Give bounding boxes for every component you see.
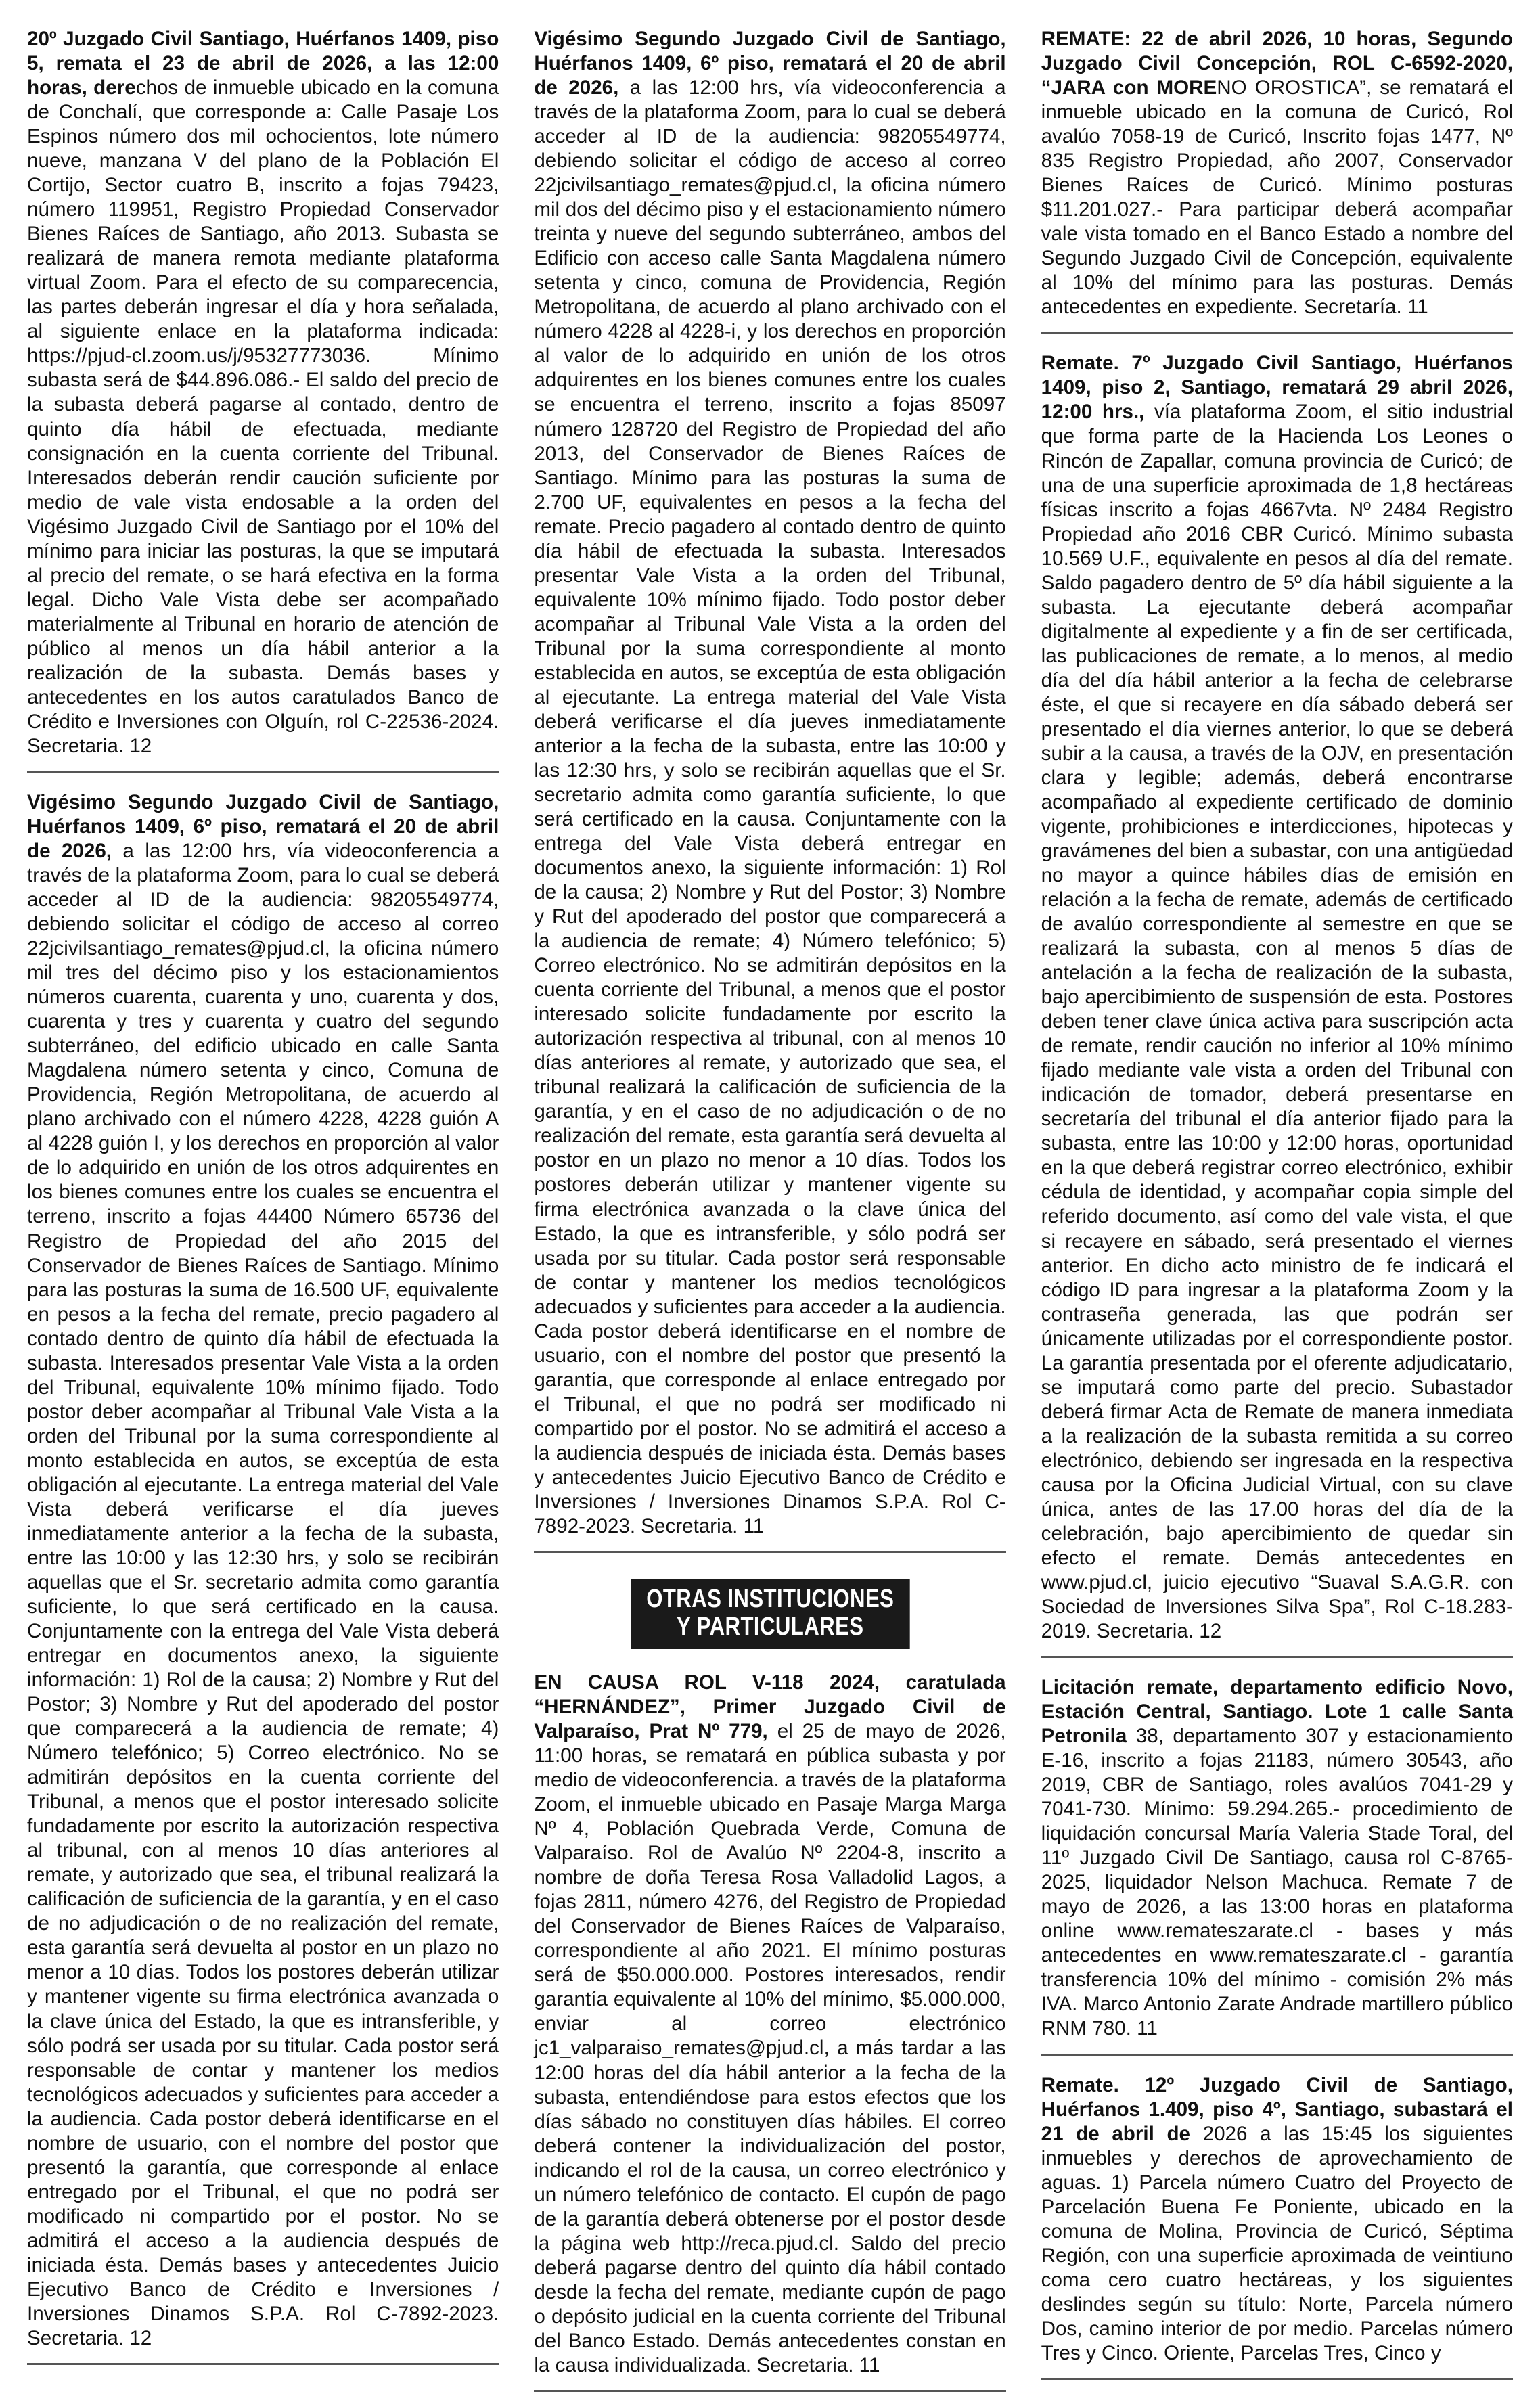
notice-body: 38, departamento 307 y estacionamiento E-16, inscrito a fojas 21183, número 30543, año 2019, CBR de Santiago, roles avalúos 7041-29 y 7041-730. Mínimo: 59.294.265.- procedimiento de liquidación concursal María Valeria Stade Toral, del 11º Juzgado Civil De Santiago, causa rol C-8765-2025, liquidador Nelson Machuca. Remate 7 de mayo de 2026, a las 13:00 horas en plataforma online www.remateszarate.cl - bases y más antecedentes en www.remateszarate.cl - garantía transferencia 10% del mínimo - comisión 2% más IVA. Marco Antonio Zarate Andrade martillero público RNM 780. 11 (1041, 1725, 1513, 2040)
section-heading-line: OTRAS INSTITUCIONES (646, 1584, 894, 1613)
notice-body: a las 12:00 hrs, vía videoconferencia a través de la plataforma Zoom, para lo cual se deberá acceder al ID de la audiencia: 98205549774, debiendo solicitar el código de acceso al correo 22jcivilsantiago_remates@pjud.cl, la oficina número mil tres del décimo piso y los estacionamientos números cuarenta, cuarenta y uno, cuarenta y dos, cuarenta y tres y cuarenta y cuatro del segundo subterráneo, del edificio ubicado en calle Santa Magdalena número setenta y cinco, Comuna de Providencia, Región Metropolitana, de acuerdo al plano archivado con el número 4228, 4228 guión A al 4228 guión I, y los derechos en proporción al valor de lo adquirido en unión de los otros adquirentes en los bienes comunes entre los cuales se encuentra el terreno, inscrito a fojas 44400 Número 65736 del Registro de Propiedad del año 2015 del Conservador de Bienes Raíces de Santiago. Mínimo para las posturas la suma de 16.500 UF, equivalente en pesos a la fecha del remate, precio pagadero al contado dentro de quinto día hábil de efectuada la subasta. Interesados presentar Vale Vista a la orden del Tribunal, equivalente 10% mínimo fijado. Todo postor deber acompañar al Tribunal Vale Vista a la orden del Tribunal por la suma correspondiente al monto establecida en autos, se exceptúa de esta obligación al ejecutante. La entrega material del Vale Vista deberá verificarse el día jueves inmediatamente anterior a la fecha de la subasta, entre las 10:00 y las 12:30 hrs, y solo se recibirán aquellas que el Sr. secretario admita como garantía suficiente, lo que será certificado en la causa. Conjuntamente con la entrega del Vale Vista deberá entregar en documentos anexo, la siguiente información: 1) Rol de la causa; 2) Nombre y Rut del Postor; 3) Nombre y Rut del apoderado del postor que comparecerá a la audiencia de remate; 4) Número telefónico; 5) Correo electrónico. No se admitirán depósitos en la cuenta corriente del Tribunal, a menos que el postor interesado solicite fundadamente por escrito la autorización respectiva al tribunal, con al menos 10 días anteriores al remate, y autorizado que sea, el tribunal realizará la calificación de suficiencia de la garantía, y en el caso de no adjudicación o de no realización del remate, esta garantía será devuelta al postor en un plazo no menor a 10 días. Todos los postores deberán utilizar y mantener vigente su firma electrónica avanzada o la clave única del Estado, la que es intransferible, y sólo podrá ser usada por su titular. Cada postor será responsable de contar y mantener los medios tecnológicos adecuados y suficientes para acceder a la audiencia. Cada postor deberá identificarse en el nombre de usuario, con el nombre del postor que presentó la garantía, que corresponde al enlace entregado por el Tribunal, el que no podrá ser modificado ni compartido por el postor. No se admitirá el acceso a la audiencia después de iniciada ésta. Demás bases y antecedentes Juicio Ejecutivo Banco de Crédito e Inversiones / Inversiones Dinamos S.P.A. Rol C-7892-2023. Secretaria. 12 (27, 840, 499, 2349)
section-heading (534, 1579, 1005, 1649)
notice (27, 790, 499, 2365)
column-left (27, 27, 499, 2349)
notice (1041, 1675, 1513, 2055)
section-heading-line: Y PARTICULARES (676, 1612, 864, 1641)
notice-lead: Licitación remate, departamento edificio Novo, Estación Central, Santiago. Lote 1 calle Santa Petronila (1041, 1676, 1513, 1748)
column-right (1041, 27, 1513, 2364)
notice (1041, 2073, 1513, 2380)
notice (534, 27, 1005, 1553)
notice-lead: EN CAUSA ROL V-118 2024, caratulada “HERNÁNDEZ”, Primer Juzgado Civil de Valparaíso, Prat Nº 779, (534, 1671, 1006, 1743)
notice-lead: REMATE: 22 de abril 2026, 10 horas, Segundo Juzgado Civil Concepción, ROL C-6592-2020, “JARA con MORE (1041, 28, 1513, 99)
notice-lead: Remate. 12º Juzgado Civil de Santiago, Huérfanos 1.409, piso 4º, Santiago, subastará el 21 de abril de (1041, 2073, 1513, 2145)
column-middle (534, 27, 1006, 2376)
notice-body: chos de inmueble ubicado en la comuna de Conchalí, que corresponde a: Calle Pasaje Los Espinos número dos mil ochocientos, lote número nueve, manzana V del plano de la Población El Cortijo, Sector cuatro B, inscrito a fojas 79423, número 119951, Registro Propiedad Conservador Bienes Raíces de Santiago, año 2013. Subasta se realizará de manera remota mediante plataforma virtual Zoom. Para el efecto de su comparecencia, las partes deberán ingresar el día y hora señalada, al siguiente enlace en la plataforma indicada: https://pjud-cl.zoom.us/j/95327773036. Mínimo subasta será de $44.896.086.- El saldo del precio de la subasta deberá pagarse al contado, dentro de quinto día hábil de efectuada, mediante consignación en la cuenta corriente del Tribunal. Interesados deberán rendir caución suficiente por medio de vale vista endosable a la orden del Vigésimo Juzgado Civil de Santiago por el 10% del mínimo para iniciar las posturas, la que se imputará al precio del remate, o se hará efectiva en la forma legal. Dicho Vale Vista debe ser acompañado materialmente al Tribunal en horario de atención de público al menos un día hábil anterior a la realización de la subasta. Demás bases y antecedentes en los autos caratulados Banco de Crédito e Inversiones con Olguín, rol C-22536-2024. Secretaria. 12 (27, 76, 499, 757)
notice-body: vía plataforma Zoom, el sitio industrial que forma parte de la Hacienda Los Leones o Rincón de Zapallar, comuna provincia de Curicó; de una de una superficie aproximada de 1,8 hectáreas físicas inscrito a fojas 4667vta. Nº 2484 Registro Propiedad año 2016 CBR Curicó. Mínimo subasta 10.569 U.F., equivalente en pesos al día del remate. Saldo pagadero dentro de 5º día hábil siguiente a la subasta. La ejecutante deberá acompañar digitalmente al expediente y a fin de ser certificada, las publicaciones de remate, a lo menos, al medio día del día hábil anterior a la fecha de celebrarse éste, el que si recayere en día sábado deberá ser presentado el día viernes anterior, lo que se deberá subir a la causa, a través de la OJV, en presentación clara y legible; además, deberá encontrarse acompañado al expediente certificado de dominio vigente, prohibiciones e interdicciones, hipotecas y gravámenes del bien a subastar, con una antigüedad no mayor a quince hábiles días de emisión en relación a la fecha de remate, además de certificado de avalúo correspondiente al semestre en que se realizará la subasta, con al menos 5 días de antelación a la fecha de realización de la subasta, bajo apercibimiento de suspensión de esta. Postores deben tener clave única activa para suscripción acta de remate, rendir caución no inferior al 10% mínimo fijado mediante vale vista a orden del Tribunal con indicación de tomador, deberá presentarse en secretaría del tribunal el día anterior fijado para la subasta, entre las 10:00 y 12:00 horas, oportunidad en la que deberá registrar correo electrónico, exhibir cédula de identidad, y acompañar copia simple del referido documento, así como del vale vista, el que si recayere en sábado, será presentado el viernes anterior. En dicho acto ministro de fe indicará el código ID para ingresar a la plataforma Zoom y la contraseña generada, las que podrán ser únicamente utilizadas por el correspondiente postor. La garantía presentada por el oferente adjudicatario, se imputará como parte del precio. Subastador deberá firmar Acta de Remate de manera inmediata a la realización de la subasta remitida a su correo electrónico, debiendo ser ingresada en la respectiva causa por la Oficina Judicial Virtual, con su clave única, antes de las 17.00 horas del día de la celebración, bajo apercibimiento de quedar sin efecto el remate. Demás antecedentes en www.pjud.cl, juicio ejecutivo “Suaval S.A.G.R. con Sociedad de Inversiones Silva Spa”, Rol C-18.283-2019. Secretaria. 12 (1041, 401, 1513, 1642)
notice-body: NO OROSTICA”, se rematará el inmueble ubicado en la comuna de Curicó, Rol avalúo 7058-19 de Curicó, Inscrito fojas 1477, Nº 835 Registro Propiedad, año 2007, Conservador Bienes Raíces de Curicó. Mínimo posturas $11.201.027.- Para participar deberá acompañar vale vista tomado en el Banco Estado a nombre del Segundo Juzgado Civil de Concepción, equivalente al 10% del mínimo para las posturas. Demás antecedentes en expediente. Secretaría. 11 (1041, 76, 1513, 319)
notice-lead: Vigésimo Segundo Juzgado Civil de Santiago, Huérfanos 1409, 6º piso, rematará el 20 de abril de 2026, (534, 28, 1006, 99)
notice-lead: Vigésimo Segundo Juzgado Civil de Santiago, Huérfanos 1409, 6º piso, rematará el 20 de abril de 2026, (27, 790, 499, 862)
notice-body: 2026 a las 15:45 los siguientes inmuebles y derechos de aprovechamiento de aguas. 1) Parcela número Cuatro del Proyecto de Parcelación Buena Fe Poniente, ubicado en la comuna de Molina, Provincia de Curicó, Séptima Región, con una superficie aproximada de veintiuno coma cero cuatro hectáreas, y los siguientes deslindes según su título: Norte, Parcela número Dos, camino interior de por medio. Parcelas número Tres y Cinco. Oriente, Parcelas Tres, Cinco y (1041, 2122, 1513, 2364)
notice-lead: Remate. 7º Juzgado Civil Santiago, Huérfanos 1409, piso 2, Santiago, rematará 29 abril 2026, 12:00 hrs., (1041, 352, 1513, 424)
section-heading-box (631, 1579, 909, 1649)
notice-body: a las 12:00 hrs, vía videoconferencia a través de la plataforma Zoom, para lo cual se deberá acceder al ID de la audiencia: 98205549774, debiendo solicitar el código de acceso al correo 22jcivilsantiago_remates@pjud.cl, la oficina número mil dos del décimo piso y el estacionamiento número treinta y nueve del segundo subterráneo, ambos del Edificio con acceso calle Santa Magdalena número setenta y cinco, comuna de Providencia, Región Metropolitana, de acuerdo al plano archivado con el número 4228 al 4228-i, y los derechos en proporción al valor de lo adquirido en unión de los otros adquirentes en los bienes comunes entre los cuales se encuentra el terreno, inscrito a fojas 85097 número 128720 del Registro de Propiedad del año 2013, del Conservador de Bienes Raíces de Santiago. Mínimo para las posturas la suma de 2.700 UF, equivalentes en pesos a la fecha del remate. Precio pagadero al contado dentro de quinto día hábil de efectuada la subasta. Interesados presentar Vale Vista a la orden del Tribunal, equivalente 10% mínimo fijado. Todo postor deber acompañar al Tribunal Vale Vista a la orden del Tribunal por la suma correspondiente al monto establecida en autos, se exceptúa de esta obligación al ejecutante. La entrega material del Vale Vista deberá verificarse el día jueves inmediatamente anterior a la fecha de la subasta, entre las 10:00 y las 12:30 hrs, y solo se recibirán aquellas que el Sr. secretario admita como garantía suficiente, lo que será certificado en la causa. Conjuntamente con la entrega del Vale Vista deberá entregar en documentos anexo, la siguiente información: 1) Rol de la causa; 2) Nombre y Rut del Postor; 3) Nombre y Rut del apoderado del postor que comparecerá a la audiencia de remate; 4) Número telefónico; 5) Correo electrónico. No se admitirán depósitos en la cuenta corriente del Tribunal, a menos que el postor interesado solicite fundadamente por escrito la autorización respectiva al tribunal, con al menos 10 días anteriores al remate, y autorizado que sea, el tribunal realizará la calificación de suficiencia de la garantía, y en el caso de no adjudicación o de no realización del remate, esta garantía será devuelta al postor en un plazo no menor a 10 días. Todos los postores deberán utilizar y mantener vigente su firma electrónica avanzada o la clave única del Estado, la que es intransferible, y sólo podrá ser usada por su titular. Cada postor será responsable de contar y mantener los medios tecnológicos adecuados y suficientes para acceder a la audiencia. Cada postor deberá identificarse en el nombre de usuario, con el nombre del postor que presentó la garantía, que corresponde al enlace entregado por el Tribunal, el que no podrá ser modificado ni compartido por el postor. No se admitirá el acceso a la audiencia después de iniciada ésta. Demás bases y antecedentes Juicio Ejecutivo Banco de Crédito e Inversiones / Inversiones Dinamos S.P.A. Rol C-7892-2023. Secretaria. 11 (534, 76, 1006, 1537)
notice-lead: 20º Juzgado Civil Santiago, Huérfanos 1409, piso 5, remata el 23 de abril de 2026, a las 12:00 horas, dere (27, 28, 499, 99)
notice (1041, 351, 1513, 1658)
notice (27, 27, 499, 773)
notice (534, 1671, 1005, 2392)
notice-body: el 25 de mayo de 2026, 11:00 horas, se rematará en pública subasta y por medio de videoconferencia. a través de la plataforma Zoom, el inmueble ubicado en Pasaje Marga Marga Nº 4, Población Quebrada Verde, Comuna de Valparaíso. Rol de Avalúo Nº 2204-8, inscrito a nombre de doña Teresa Rosa Valladolid Lagos, a fojas 2811, número 4276, del Registro de Propiedad del Conservador de Bienes Raíces de Valparaíso, correspondiente al año 2021. El mínimo posturas será de $50.000.000. Postores interesados, rendir garantía equivalente al 10% del mínimo, $5.000.000, enviar al correo electrónico jc1_valparaiso_remates@pjud.cl, a más tardar a las 12:00 horas del día hábil anterior a la fecha de la subasta, entendiéndose para estos efectos que los días sábado no constituyen días hábiles. El correo deberá contener la individualización del postor, indicando el rol de la causa, un correo electrónico y un número telefónico de contacto. El cupón de pago de la garantía deberá obtenerse por el postor desde la página web http://reca.pjud.cl. Saldo del precio deberá pagarse dentro del quinto día hábil contado desde la fecha del remate, mediante cupón de pago o depósito judicial en la cuenta corriente del Tribunal del Banco Estado. Demás antecedentes constan en la causa individualizada. Secretaria. 11 (534, 1720, 1006, 2376)
notice (1041, 27, 1513, 334)
newspaper-page (27, 27, 1513, 2376)
